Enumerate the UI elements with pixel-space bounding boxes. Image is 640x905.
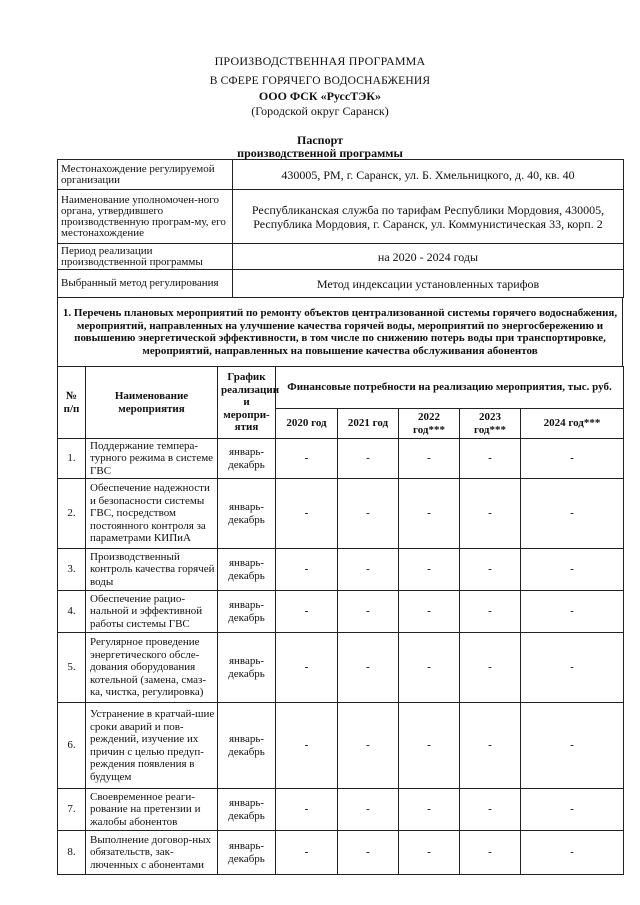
col-header-year: 2022 год*** — [399, 409, 460, 439]
finance-value: - — [521, 549, 624, 591]
finance-value: - — [338, 549, 399, 591]
passport-label: Местонахождение регулируемой организации — [58, 160, 233, 190]
table-row — [58, 591, 624, 633]
finance-value: - — [460, 703, 521, 789]
finance-value: - — [338, 479, 399, 549]
row-number: 8. — [58, 831, 86, 875]
event-schedule: январь-декабрь — [218, 479, 276, 549]
finance-value: - — [521, 789, 624, 831]
district-name: (Городской округ Саранск) — [251, 104, 389, 118]
col-header-year: 2020 год — [276, 409, 338, 439]
finance-value: - — [276, 591, 338, 633]
event-name: Производственный контроль качества горячей воды — [86, 549, 218, 591]
table-row — [58, 439, 624, 479]
finance-value: - — [521, 479, 624, 549]
passport-title: Паспорт — [297, 133, 343, 147]
finance-value: - — [276, 439, 338, 479]
col-header-year: 2024 год*** — [521, 409, 624, 439]
table-row — [58, 479, 624, 549]
row-number: 2. — [58, 479, 86, 549]
events-table — [57, 366, 624, 875]
passport-subtitle: производственной программы — [237, 146, 403, 160]
event-schedule: январь-декабрь — [218, 703, 276, 789]
finance-value: - — [399, 831, 460, 875]
finance-value: - — [460, 831, 521, 875]
events-body — [58, 439, 624, 875]
event-schedule: январь-декабрь — [218, 549, 276, 591]
finance-value: - — [521, 703, 624, 789]
finance-value: - — [399, 789, 460, 831]
finance-value: - — [521, 831, 624, 875]
finance-value: - — [521, 439, 624, 479]
event-schedule: январь-декабрь — [218, 591, 276, 633]
event-name: Обеспечение надежности и безопасности системы ГВС, посредством постоянного контроля за параметрами КИПиА — [86, 479, 218, 549]
finance-value: - — [399, 633, 460, 703]
passport-label: Выбранный метод регулирования — [58, 270, 233, 298]
finance-value: - — [399, 591, 460, 633]
event-schedule: январь-декабрь — [218, 439, 276, 479]
finance-value: - — [276, 633, 338, 703]
table-row — [58, 831, 624, 875]
finance-value: - — [338, 831, 399, 875]
finance-value: - — [276, 549, 338, 591]
passport-value: на 2020 - 2024 годы — [233, 244, 624, 270]
finance-value: - — [460, 479, 521, 549]
passport-row — [58, 244, 624, 270]
event-name: Обеспечение рацио-нальной и эффективной работы системы ГВС — [86, 591, 218, 633]
finance-value: - — [399, 549, 460, 591]
event-name: Своевременное реаги-рование на претензии и жалобы абонентов — [86, 789, 218, 831]
passport-value: Республиканская служба по тарифам Республики Мордовия, 430005, Республика Мордовия, г. Саранск, ул. Коммунистическая 33, корп. 2 — [233, 190, 624, 244]
finance-value: - — [460, 633, 521, 703]
table-row — [58, 549, 624, 591]
event-schedule: январь-декабрь — [218, 633, 276, 703]
passport-value: Метод индексации установленных тарифов — [233, 270, 624, 298]
col-header-year: 2021 год — [338, 409, 399, 439]
row-number: 7. — [58, 789, 86, 831]
table-row — [58, 703, 624, 789]
events-header-row — [58, 367, 624, 409]
col-header-finance: Финансовые потребности на реализацию мероприятия, тыс. руб. — [276, 367, 624, 409]
table-row — [58, 633, 624, 703]
row-number: 4. — [58, 591, 86, 633]
finance-value: - — [338, 633, 399, 703]
finance-value: - — [521, 591, 624, 633]
event-schedule: январь-декабрь — [218, 831, 276, 875]
finance-value: - — [338, 789, 399, 831]
section-header-table — [57, 297, 623, 367]
row-number: 6. — [58, 703, 86, 789]
event-name: Выполнение договор-ных обязательств, зак-люченных с абонентами — [86, 831, 218, 875]
event-name: Устранение в кратчай-шие сроки аварий и пов-реждений, изучение их причин с целью предуп-реждения появления в будущем — [86, 703, 218, 789]
col-header-year: 2023 год*** — [460, 409, 521, 439]
finance-value: - — [460, 789, 521, 831]
row-number: 1. — [58, 439, 86, 479]
program-scope: В СФЕРЕ ГОРЯЧЕГО ВОДОСНАБЖЕНИЯ — [209, 75, 431, 87]
finance-value: - — [276, 831, 338, 875]
program-title: ПРОИЗВОДСТВЕННАЯ ПРОГРАММА — [214, 54, 426, 68]
finance-value: - — [276, 789, 338, 831]
finance-value: - — [338, 591, 399, 633]
finance-value: - — [276, 703, 338, 789]
col-header-num: № п/п — [58, 367, 86, 439]
row-number: 3. — [58, 549, 86, 591]
passport-label: Период реализации производственной программы — [58, 244, 233, 270]
finance-value: - — [460, 591, 521, 633]
finance-value: - — [338, 703, 399, 789]
col-header-name: Наименование мероприятия — [86, 367, 218, 439]
passport-label: Наименование уполномочен-ного органа, утвердившего производственную програм-му, его местонахождение — [58, 190, 233, 244]
finance-value: - — [276, 479, 338, 549]
row-number: 5. — [58, 633, 86, 703]
passport-row — [58, 270, 624, 298]
finance-value: - — [399, 703, 460, 789]
passport-value: 430005, РМ, г. Саранск, ул. Б. Хмельницкого, д. 40, кв. 40 — [233, 160, 624, 190]
finance-value: - — [399, 439, 460, 479]
finance-value: - — [521, 633, 624, 703]
finance-value: - — [460, 549, 521, 591]
passport-row — [58, 160, 624, 190]
event-schedule: январь-декабрь — [218, 789, 276, 831]
finance-value: - — [460, 439, 521, 479]
event-name: Поддержание темпера-турного режима в системе ГВС — [86, 439, 218, 479]
finance-value: - — [338, 439, 399, 479]
passport-row — [58, 190, 624, 244]
finance-value: - — [399, 479, 460, 549]
table-row — [58, 789, 624, 831]
col-header-schedule: График реализации и меропри-ятия — [218, 367, 276, 439]
event-name: Регулярное проведение энергетического обсле-дования оборудования котельной (замена, смаз-ка, чистка, регулировка) — [86, 633, 218, 703]
section-1-title: 1. Перечень плановых мероприятий по ремонту объектов централизованной системы горячего водоснабжения, мероприятий, направленных на улучшение качества горячей воды, мероприятий по энергосбережению и повышению энергетической эффективности, в том числе по снижению потерь воды при транспортировке, мероприятий, направленных на повышение качества обслуживания абонентов — [58, 298, 623, 367]
passport-table — [57, 159, 624, 298]
company-name: ООО ФСК «РуссТЭК» — [258, 89, 382, 103]
